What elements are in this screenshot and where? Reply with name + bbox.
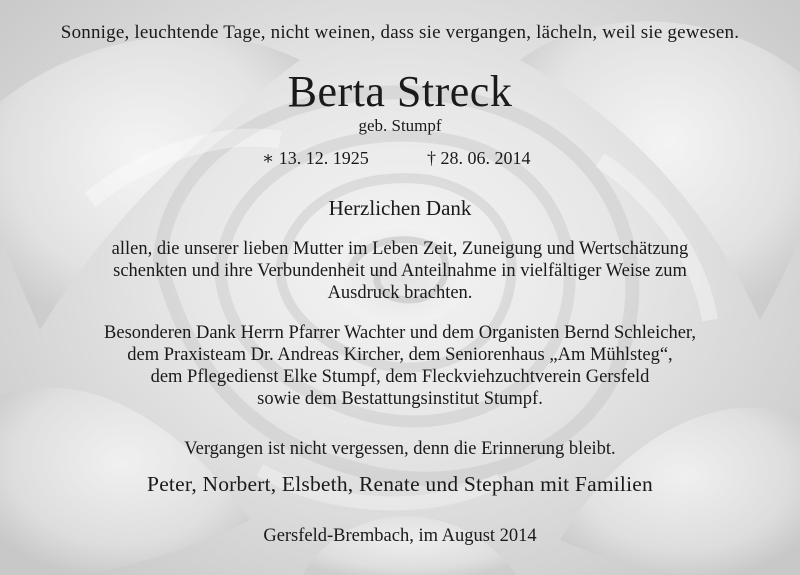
paragraph-line: dem Praxisteam Dr. Andreas Kircher, dem Seniorenhaus „Am Mühlsteg“,	[127, 345, 673, 365]
deceased-name: Berta Streck	[287, 67, 513, 116]
motto-quote: Sonnige, leuchtende Tage, nicht weinen, dass sie vergangen, lächeln, weil sie gewesen.	[60, 22, 740, 43]
family-signature: Peter, Norbert, Elsbeth, Renate und Stephan mit Familien	[147, 472, 653, 496]
paragraph-line: Ausdruck brachten.	[327, 283, 473, 303]
paragraph-line: allen, die unserer lieben Mutter im Leben Zeit, Zuneigung und Wertschätzung	[111, 239, 689, 259]
death-date: † 28. 06. 2014	[427, 148, 531, 168]
thanks-paragraph	[0, 238, 800, 304]
place-and-date: Gersfeld-Brembach, im August 2014	[263, 526, 537, 546]
special-thanks-paragraph	[0, 322, 800, 410]
paragraph-line: schenkten und ihre Verbundenheit und Anteilnahme in vielfältiger Weise zum	[113, 261, 687, 281]
paragraph-line: dem Pflegedienst Elke Stumpf, dem Fleckviehzuchtverein Gersfeld	[150, 367, 650, 387]
paragraph-line: sowie dem Bestattungsinstitut Stumpf.	[257, 389, 543, 409]
birth-date: ∗ 13. 12. 1925	[262, 148, 369, 168]
paragraph-line: Besonderen Dank Herrn Pfarrer Wachter und dem Organisten Bernd Schleicher,	[104, 323, 696, 343]
closing-line: Vergangen ist nicht vergessen, denn die Erinnerung bleibt.	[184, 439, 616, 459]
thanks-heading: Herzlichen Dank	[328, 196, 472, 220]
maiden-name: geb. Stumpf	[358, 116, 442, 135]
